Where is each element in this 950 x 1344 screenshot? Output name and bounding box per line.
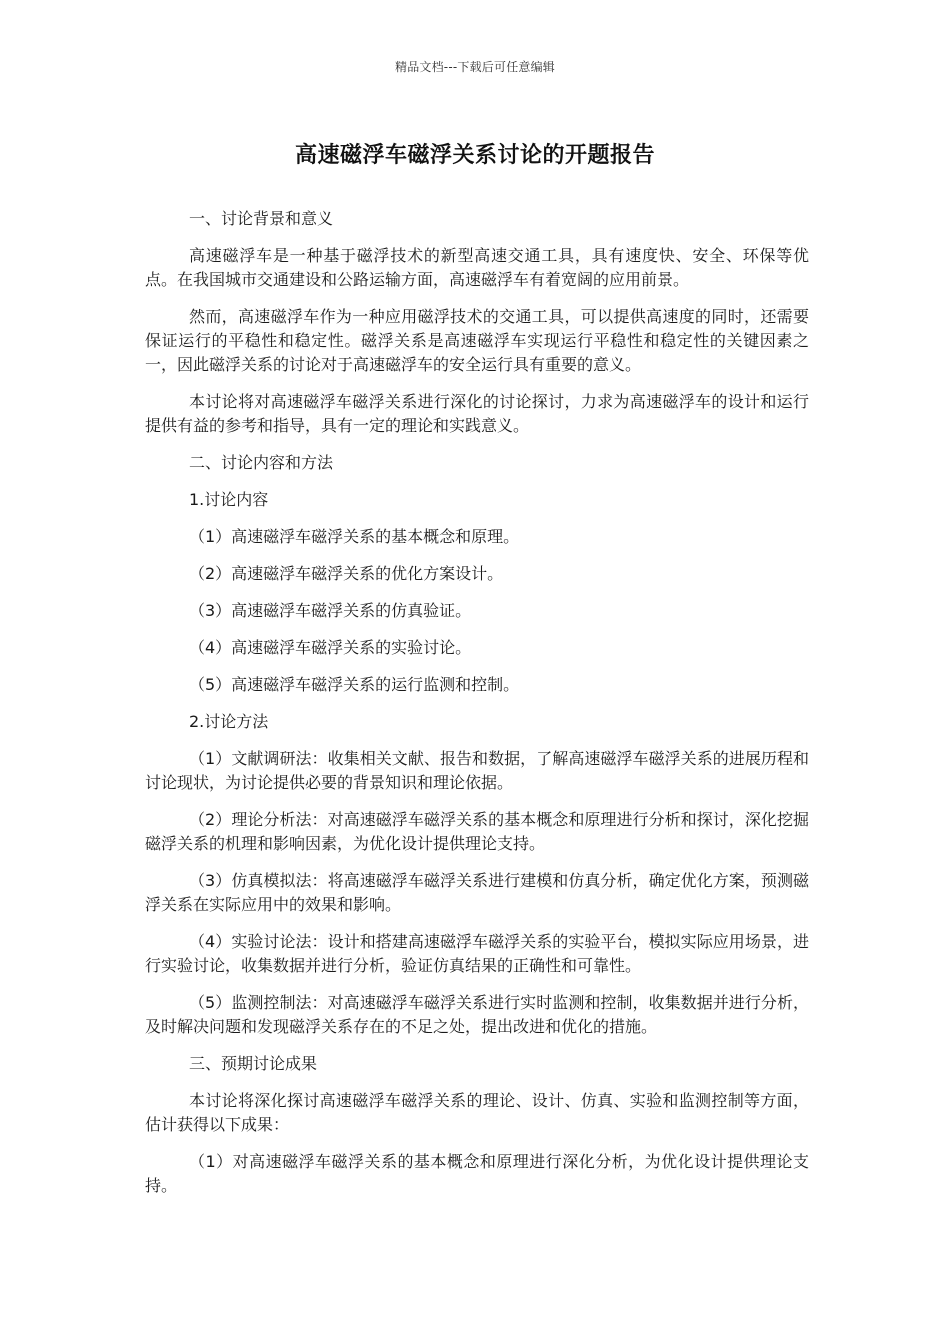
list-item: （1）高速磁浮车磁浮关系的基本概念和原理。 bbox=[189, 527, 520, 546]
section-heading: 三、预期讨论成果 bbox=[189, 1054, 318, 1073]
paragraph: 高速磁浮车是一种基于磁浮技术的新型高速交通工具，具有速度快、安全、环保等优点。在我国城市交通建设和公路运输方面，高速磁浮车有着宽阔的应用前景。 bbox=[145, 246, 809, 289]
list-item: （2）高速磁浮车磁浮关系的优化方案设计。 bbox=[189, 564, 504, 583]
header-note: 精品文档---下载后可任意编辑 bbox=[395, 60, 555, 74]
section-heading: 一、讨论背景和意义 bbox=[189, 209, 334, 228]
document-title: 高速磁浮车磁浮关系讨论的开题报告 bbox=[294, 143, 655, 168]
paragraph: 本讨论将深化探讨高速磁浮车磁浮关系的理论、设计、仿真、实验和监测控制等方面，估计获得以下成果： bbox=[145, 1091, 809, 1134]
list-item: （1）对高速磁浮车磁浮关系的基本概念和原理进行深化分析，为优化设计提供理论支持。 bbox=[145, 1152, 809, 1195]
list-item: （2）理论分析法：对高速磁浮车磁浮关系的基本概念和原理进行分析和探讨，深化挖掘磁浮关系的机理和影响因素，为优化设计提供理论支持。 bbox=[145, 810, 809, 853]
list-item: （3）高速磁浮车磁浮关系的仿真验证。 bbox=[189, 601, 472, 620]
list-item: （4）高速磁浮车磁浮关系的实验讨论。 bbox=[189, 638, 472, 657]
subsection-heading: 1.讨论内容 bbox=[189, 490, 269, 509]
subsection-heading: 2.讨论方法 bbox=[189, 712, 269, 731]
list-item: （4）实验讨论法：设计和搭建高速磁浮车磁浮关系的实验平台，模拟实际应用场景，进行实验讨论，收集数据并进行分析，验证仿真结果的正确性和可靠性。 bbox=[145, 932, 809, 975]
section-heading: 二、讨论内容和方法 bbox=[189, 453, 334, 472]
list-item: （1）文献调研法：收集相关文献、报告和数据，了解高速磁浮车磁浮关系的进展历程和讨论现状，为讨论提供必要的背景知识和理论依据。 bbox=[145, 749, 809, 792]
paragraph: 本讨论将对高速磁浮车磁浮关系进行深化的讨论探讨，力求为高速磁浮车的设计和运行提供有益的参考和指导，具有一定的理论和实践意义。 bbox=[145, 392, 809, 435]
list-item: （5）高速磁浮车磁浮关系的运行监测和控制。 bbox=[189, 675, 520, 694]
list-item: （3）仿真模拟法：将高速磁浮车磁浮关系进行建模和仿真分析，确定优化方案，预测磁浮关系在实际应用中的效果和影响。 bbox=[145, 871, 809, 914]
paragraph: 然而，高速磁浮车作为一种应用磁浮技术的交通工具，可以提供高速度的同时，还需要保证运行的平稳性和稳定性。磁浮关系是高速磁浮车实现运行平稳性和稳定性的关键因素之一，因此磁浮关系的讨论对于高速磁浮车的安全运行具有重要的意义。 bbox=[145, 307, 809, 374]
list-item: （5）监测控制法：对高速磁浮车磁浮关系进行实时监测和控制，收集数据并进行分析，及时解决问题和发现磁浮关系存在的不足之处，提出改进和优化的措施。 bbox=[145, 993, 809, 1036]
document-body bbox=[145, 207, 809, 1211]
